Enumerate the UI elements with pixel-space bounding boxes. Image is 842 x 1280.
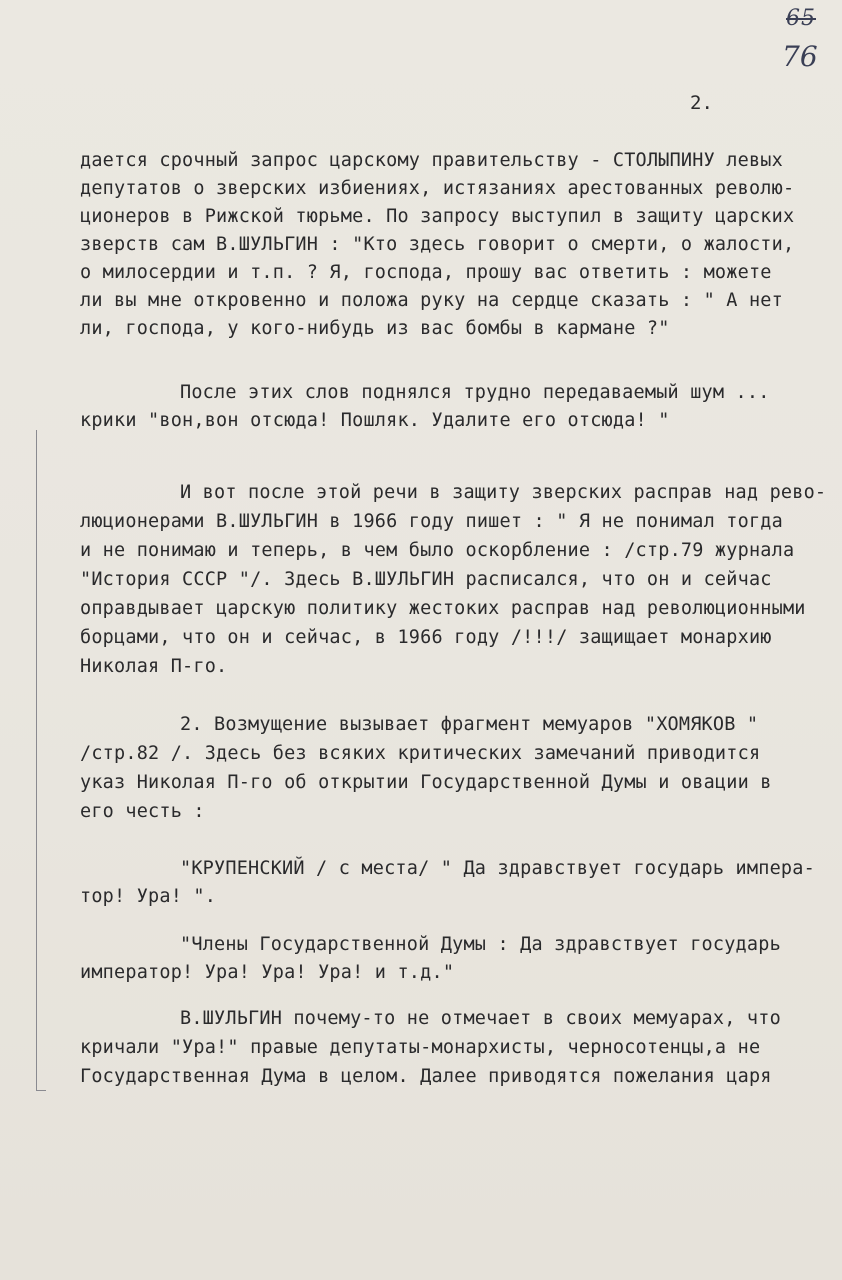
margin-line <box>36 430 37 1090</box>
text-line: /стр.82 /. Здесь без всяких критических замечаний приводится <box>80 743 761 764</box>
handwritten-page-number: 76 <box>782 40 818 73</box>
page-number: 2. <box>690 92 713 114</box>
text-line: Николая П-го. <box>80 656 228 677</box>
text-line: ционеров в Рижской тюрьме. По запросу выступил в защиту царских <box>80 206 795 227</box>
text-line: 2. Возмущение вызывает фрагмент мемуаров "ХОМЯКОВ " <box>180 714 759 735</box>
margin-tick <box>36 1090 46 1091</box>
text-line: ли вы мне откровенно и положа руку на сердце сказать : " А нет <box>80 290 783 311</box>
text-line: люционерами В.ШУЛЬГИН в 1966 году пишет : " Я не понимал тогда <box>80 511 783 532</box>
text-line: тор! Ура! ". <box>80 886 217 907</box>
text-line: ли, господа, у кого-нибудь из вас бомбы в кармане ?" <box>80 318 670 339</box>
text-line: зверств сам В.ШУЛЬГИН : "Кто здесь говорит о смерти, о жалости, <box>80 234 795 255</box>
text-line: "КРУПЕНСКИЙ / с места/ " Да здравствует государь импера- <box>180 858 815 879</box>
text-line: и не понимаю и теперь, в чем было оскорбление : /стр.79 журнала <box>80 540 795 561</box>
text-line: Государственная Дума в целом. Далее приводятся пожелания царя <box>80 1066 772 1087</box>
text-line: его честь : <box>80 801 205 822</box>
handwritten-old-page-number: 65 <box>786 6 816 31</box>
text-line: кричали "Ура!" правые депутаты-монархисты, черносотенцы,а не <box>80 1037 761 1058</box>
text-line: "История СССР "/. Здесь В.ШУЛЬГИН расписался, что он и сейчас <box>80 569 772 590</box>
text-line: И вот после этой речи в защиту зверских расправ над рево- <box>180 482 827 503</box>
text-line: дается срочный запрос царскому правительству - СТОЛЫПИНУ левых <box>80 150 783 171</box>
text-line: борцами, что он и сейчас, в 1966 году /!!!/ защищает монархию <box>80 627 772 648</box>
text-line: крики "вон,вон отсюда! Пошляк. Удалите его отсюда! " <box>80 410 670 431</box>
text-line: указ Николая П-го об открытии Государственной Думы и овации в <box>80 772 772 793</box>
text-line: депутатов о зверских избиениях, истязаниях арестованных револю- <box>80 178 795 199</box>
text-line: После этих слов поднялся трудно передаваемый шум ... <box>180 382 770 403</box>
text-line: император! Ура! Ура! Ура! и т.д." <box>80 962 455 983</box>
text-line: "Члены Государственной Думы : Да здравствует государь <box>180 934 781 955</box>
text-line: о милосердии и т.п. ? Я, господа, прошу вас ответить : можете <box>80 262 772 283</box>
text-line: оправдывает царскую политику жестоких расправ над революционными <box>80 598 806 619</box>
text-line: В.ШУЛЬГИН почему-то не отмечает в своих мемуарах, что <box>180 1008 781 1029</box>
